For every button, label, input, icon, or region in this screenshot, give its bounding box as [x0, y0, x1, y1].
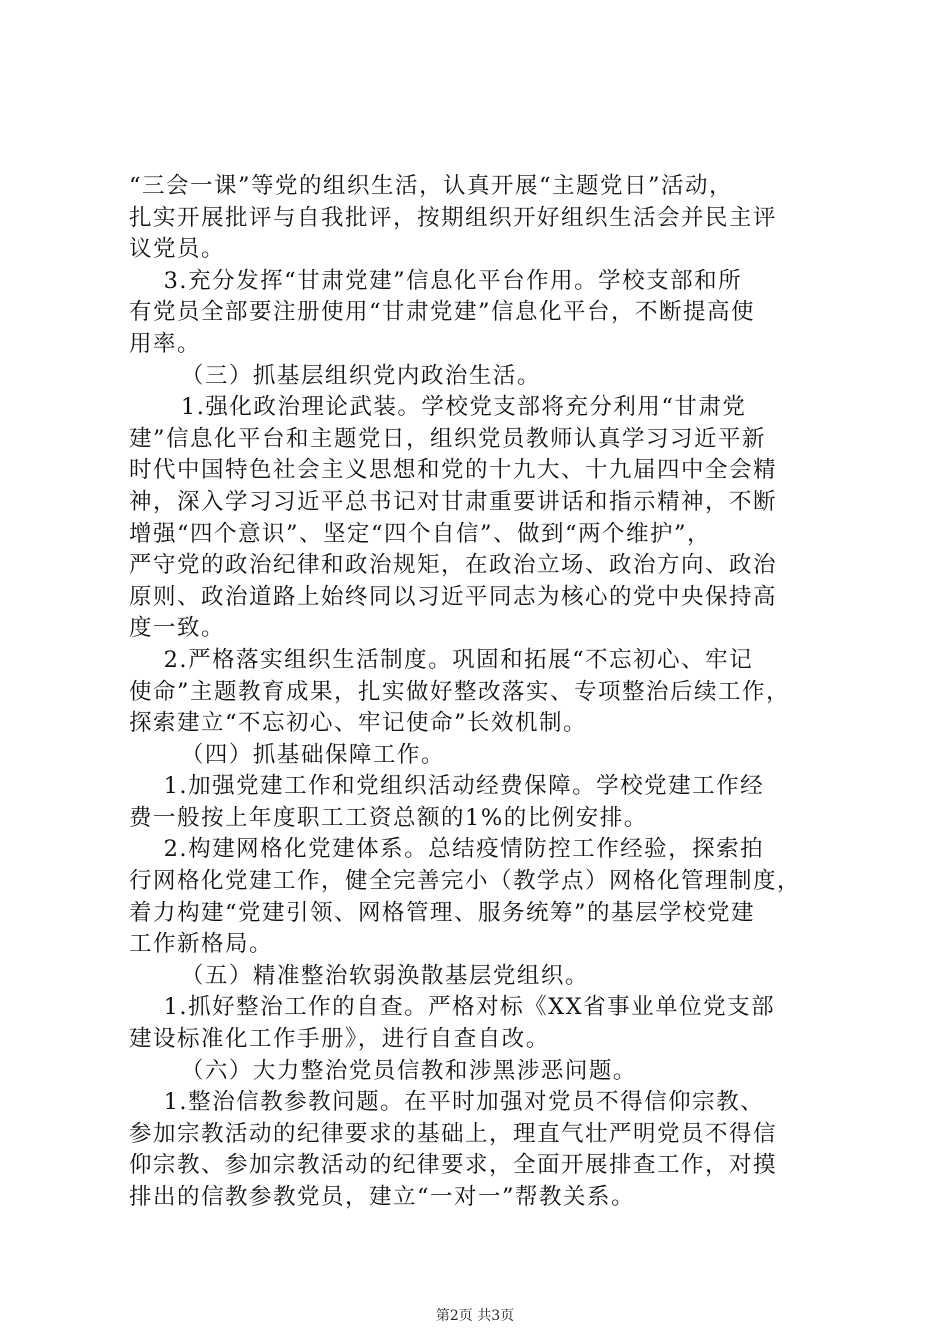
text-line: 神，深入学习习近平总书记对甘肃重要讲话和指示精神，不断	[129, 488, 778, 515]
text-line: “三会一课”等党的组织生活，认真开展“主题党日”活动，	[129, 173, 734, 199]
text-line: 2.严格落实组织生活制度。巩固和拓展“不忘初心、牢记	[129, 646, 754, 673]
document-body	[129, 171, 829, 1214]
section-heading: （六）大力整治党员信教和涉黑涉恶问题。	[129, 1057, 637, 1084]
text-line: 着力构建“党建引领、网格管理、服务统筹”的基层学校党建	[129, 899, 756, 926]
text-line: 有党员全部要注册使用“甘肃党建”信息化平台，不断提高使	[129, 299, 756, 326]
section-heading: （三）抓基层组织党内政治生活。	[129, 362, 541, 389]
text-line: 增强“四个意识”、坚定“四个自信”、做到“两个维护”，	[129, 520, 712, 547]
text-line: 参加宗教活动的纪律要求的基础上，理直气壮严明党员不得信	[129, 1120, 778, 1147]
text-line: 工作新格局。	[129, 931, 274, 958]
text-line: 1.抓好整治工作的自查。严格对标《XX省事业单位党支部	[129, 994, 776, 1021]
section-heading: （四）抓基础保障工作。	[129, 741, 445, 768]
text-line: 排出的信教参教党员，建立“一对一”帮教关系。	[129, 1184, 636, 1210]
text-line: 度一致。	[129, 615, 226, 642]
text-line: 1.整治信教参教问题。在平时加强对党员不得信仰宗教、	[129, 1089, 765, 1116]
text-line: 1.加强党建工作和党组织活动经费保障。学校党建工作经	[129, 773, 765, 800]
text-line: 用率。	[129, 330, 202, 357]
text-line: 时代中国特色社会主义思想和党的十九大、十九届四中全会精	[129, 457, 778, 484]
text-line: 探索建立“不忘初心、牢记使命”长效机制。	[129, 710, 588, 737]
text-line: 议党员。	[129, 236, 226, 263]
text-line: 3.充分发挥“甘肃党建”信息化平台作用。学校支部和所	[129, 267, 743, 294]
text-line: 1.强化政治理论武装。学校党支部将充分利用“甘肃党	[129, 394, 747, 421]
text-line: 仰宗教、参加宗教活动的纪律要求，全面开展排查工作，对摸	[129, 1152, 778, 1179]
page-number-footer: 第2页 共3页	[435, 1308, 515, 1324]
text-line: 原则、政治道路上始终同以习近平同志为核心的党中央保持高	[129, 583, 778, 610]
text-line: 2.构建网格化党建体系。总结疫情防控工作经验，探索拍	[129, 836, 765, 863]
text-line: 使命”主题教育成果，扎实做好整改落实、专项整治后续工作，	[129, 678, 791, 705]
text-line: 费一般按上年度职工工资总额的1%的比例安排。	[129, 804, 648, 831]
text-line: 严守党的政治纪律和政治规矩，在政治立场、政治方向、政治	[129, 552, 778, 579]
section-heading: （五）精准整治软弱涣散基层党组织。	[129, 962, 589, 989]
text-line: 建设标准化工作手册》，进行自查自改。	[129, 1026, 550, 1053]
text-line: 建”信息化平台和主题党日，组织党员教师认真学习习近平新	[129, 425, 767, 452]
text-line: 扎实开展批评与自我批评，按期组织开好组织生活会并民主评	[129, 204, 778, 231]
text-line: 行网格化党建工作，健全完善完小（教学点）网格化管理制度，	[129, 868, 802, 895]
